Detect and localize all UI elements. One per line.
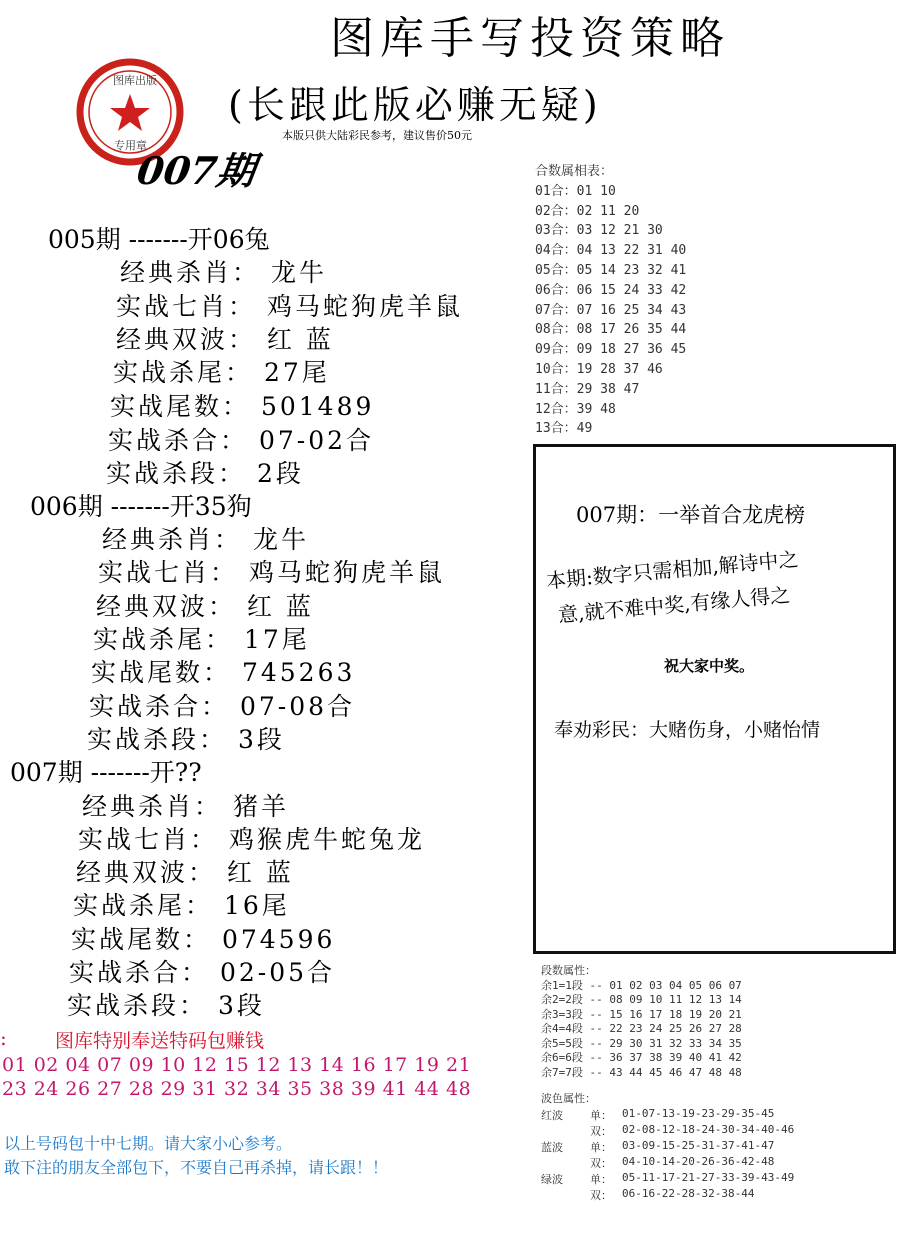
wave-numbers: 02-08-12-18-24-30-34-40-46 [622, 1123, 795, 1136]
segment-title: 段数属性： [541, 964, 596, 977]
segment-row: 余7=7段 -- 43 44 45 46 47 48 48 [541, 1065, 742, 1079]
zodiac-row: 02合：02 11 20 [535, 203, 640, 219]
segment-row: 余1=1段 -- 01 02 03 04 05 06 07 [541, 978, 742, 992]
section-006-row: 经典双波： 红 蓝 [96, 592, 314, 621]
segment-table [541, 964, 742, 1080]
zodiac-row: 07合：07 16 25 34 43 [535, 302, 687, 318]
wave-kind: 双： [590, 1157, 612, 1170]
wave-name: 红波 [541, 1109, 563, 1122]
section-006-row: 实战杀段： 3段 [87, 725, 285, 754]
zodiac-row: 06合：06 15 24 33 42 [535, 282, 687, 298]
riddle-title: 007期：一举首合龙虎榜 [576, 503, 806, 527]
segment-row: 余4=4段 -- 22 23 24 25 26 27 28 [541, 1022, 742, 1035]
section-007-head: 007期 -------开?? [10, 758, 202, 787]
zodiac-row: 01合：01 10 [535, 183, 616, 199]
special-numbers-row: 23 24 26 27 28 29 31 32 34 35 38 39 41 44 48 [2, 1078, 472, 1100]
special-note: 敢下注的朋友全部包下，不要自己再杀掉，请长跟！！ [4, 1158, 389, 1177]
zodiac-row: 10合：19 28 37 46 [535, 361, 663, 377]
section-006-row: 实战杀尾： 17尾 [93, 625, 310, 654]
zodiac-row: 13合：49 [535, 421, 593, 437]
section-005-row: 实战七肖： 鸡马蛇狗虎羊鼠 [116, 292, 463, 321]
section-005-row: 实战杀段： 2段 [106, 459, 304, 488]
section-005-row: 实战杀合： 07-02合 [108, 426, 375, 455]
zodiac-table-title: 合数属相表： [535, 164, 614, 179]
section-007-row: 实战杀段： 3段 [67, 991, 265, 1020]
section-007-row: 实战尾数： 074596 [71, 925, 336, 954]
special-note: 以上号码包十中七期。请大家小心参考。 [4, 1134, 293, 1153]
segment-row: 余3=3段 -- 15 16 17 18 19 20 21 [541, 1007, 742, 1021]
segment-row: 余5=5段 -- 29 30 31 32 33 34 35 [541, 1036, 742, 1050]
issue-number: 007期 [134, 148, 259, 193]
riddle-line: 本期:数字只需相加,解诗中之 [545, 546, 800, 593]
section-006-row: 经典杀肖： 龙牛 [102, 525, 309, 554]
wave-numbers: 06-16-22-28-32-38-44 [622, 1187, 755, 1200]
zodiac-row: 04合：04 13 22 31 40 [535, 243, 687, 259]
section-007-row: 实战七肖： 鸡猴虎牛蛇兔龙 [78, 825, 425, 854]
section-006-head: 006期 -------开35狗 [30, 492, 252, 521]
special-numbers-row: 01 02 04 07 09 10 12 15 12 13 14 16 17 19 21 [2, 1054, 472, 1076]
section-007-row: 实战杀尾： 16尾 [73, 891, 290, 920]
stamp-bottom-text: 专用章 [114, 139, 147, 152]
wave-kind: 双： [590, 1125, 612, 1138]
wave-numbers: 03-09-15-25-31-37-41-47 [622, 1139, 775, 1152]
section-006-row: 实战尾数： 745263 [91, 658, 356, 687]
section-007-row: 实战杀合： 02-05合 [69, 958, 336, 987]
zodiac-row: 05合：05 14 23 32 41 [535, 262, 687, 278]
zodiac-row: 03合：03 12 21 30 [535, 223, 663, 239]
section-005-row: 经典杀肖： 龙牛 [120, 258, 327, 287]
special-title: 图库特别奉送特码包赚钱 [55, 1030, 265, 1052]
wave-name: 蓝波 [541, 1141, 563, 1154]
wave-kind: 单： [590, 1109, 612, 1122]
section-006-row: 实战七肖： 鸡马蛇狗虎羊鼠 [98, 558, 445, 587]
wave-kind: 单： [590, 1141, 612, 1154]
segment-row: 余2=2段 -- 08 09 10 11 12 13 14 [541, 993, 742, 1006]
special-marker: : [0, 1026, 7, 1050]
wave-numbers: 04-10-14-20-26-36-42-48 [622, 1155, 775, 1168]
wave-name: 绿波 [541, 1173, 563, 1186]
section-007-row: 经典杀肖： 猪羊 [82, 792, 289, 821]
wave-kind: 双： [590, 1189, 612, 1202]
riddle-box [533, 444, 896, 954]
wave-title: 波色属性： [541, 1092, 596, 1105]
wave-numbers: 05-11-17-21-27-33-39-43-49 [622, 1171, 795, 1184]
riddle-line: 意,就不难中奖,有缘人得之 [557, 582, 792, 627]
segment-row: 余6=6段 -- 36 37 38 39 40 41 42 [541, 1051, 742, 1064]
stamp-top-text: 图库出版 [113, 74, 157, 87]
wave-numbers: 01-07-13-19-23-29-35-45 [622, 1107, 775, 1120]
advice-text: 奉劝彩民：大赌伤身，小赌怡情 [554, 719, 821, 741]
wave-kind: 单： [590, 1173, 612, 1186]
zodiac-row: 09合：09 18 27 36 45 [535, 342, 687, 358]
zodiac-row: 08合：08 17 26 35 44 [535, 322, 687, 338]
section-005-row: 实战尾数： 501489 [110, 392, 375, 421]
zodiac-row: 11合：29 38 47 [535, 381, 640, 397]
page-subtitle: (长跟此版必赚无疑) [228, 83, 602, 127]
price-note: 本版只供大陆彩民参考，建议售价50元 [282, 129, 472, 142]
section-005-row: 经典双波： 红 蓝 [116, 325, 334, 354]
section-007-row: 经典双波： 红 蓝 [76, 858, 294, 887]
section-005-row: 实战杀尾： 27尾 [113, 358, 330, 387]
page-title: 图库手写投资策略 [330, 13, 730, 64]
zodiac-row: 12合：39 48 [535, 401, 616, 417]
blessing-text: 祝大家中奖。 [664, 657, 755, 675]
zodiac-table [535, 162, 686, 439]
section-005-head: 005期 -------开06兔 [48, 225, 270, 254]
section-006-row: 实战杀合： 07-08合 [89, 692, 356, 721]
